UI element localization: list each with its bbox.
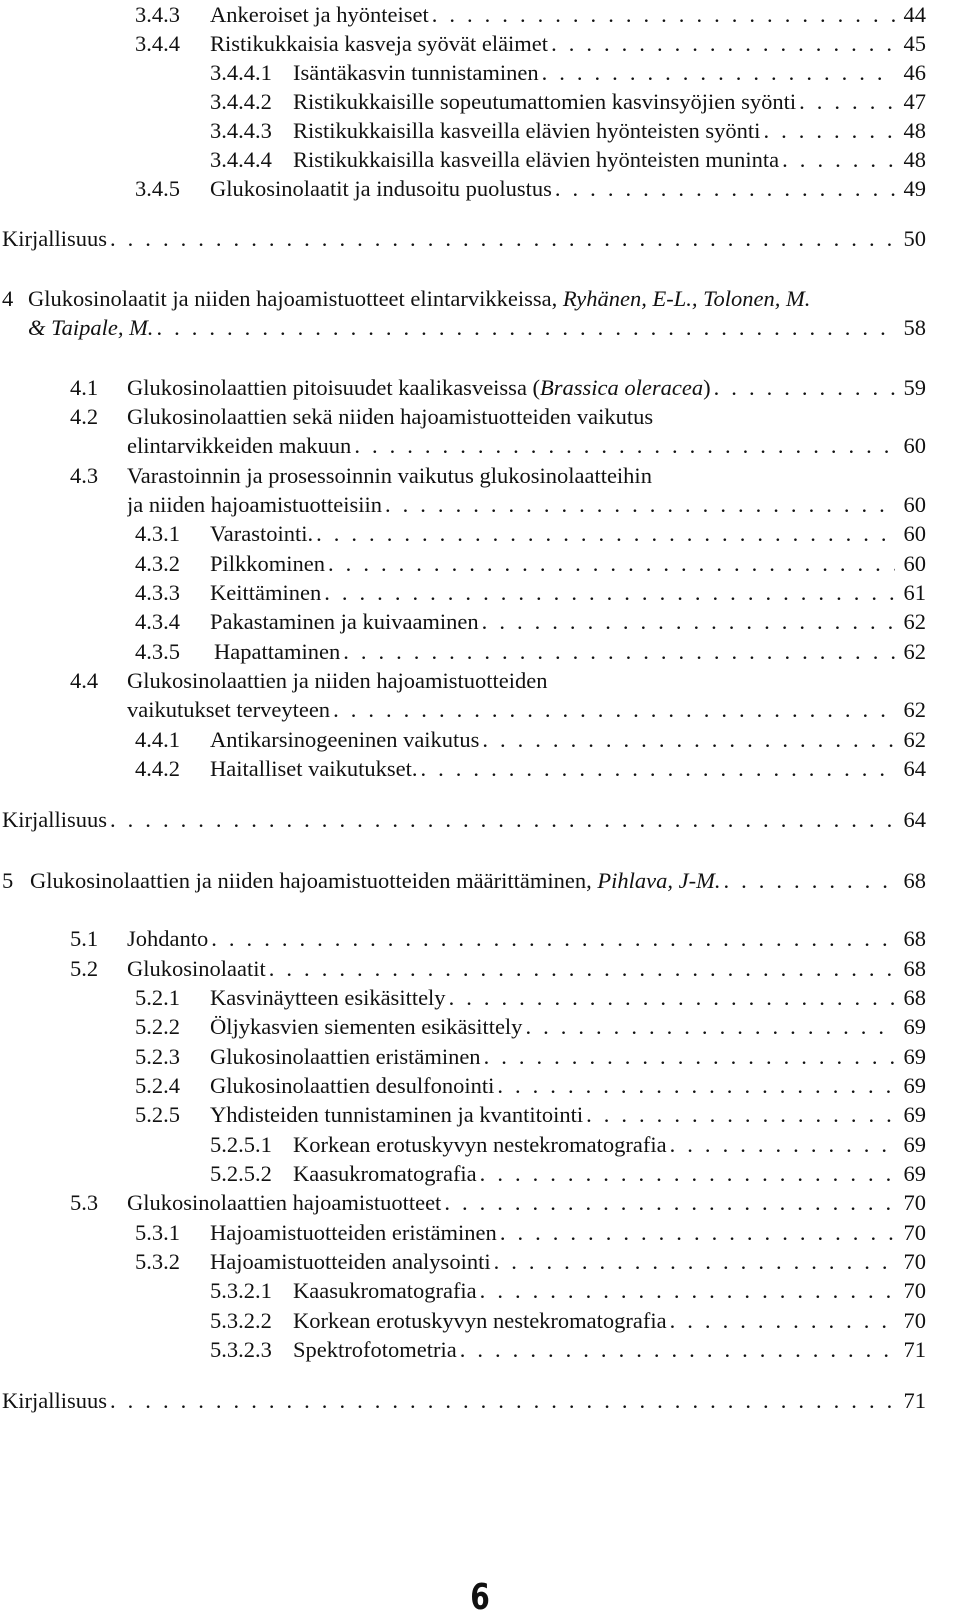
dot-leader [500,1218,895,1248]
dot-leader [156,313,895,343]
page-ref: 71 [903,1337,926,1362]
section-number: 3.4.4 [135,31,180,56]
section-number: 5.2.4 [135,1073,180,1098]
section-number: 5.2.5.2 [210,1161,272,1186]
page-ref: 48 [903,118,926,143]
chapter-title [28,284,810,314]
page-ref: 60 [903,433,926,458]
toc-entry[interactable] [0,1276,960,1306]
toc-entry[interactable] [0,725,960,755]
page-ref: 68 [903,868,926,893]
section-number: 4.3.4 [135,609,180,634]
dot-leader [551,29,895,59]
chapter-number: 4 [2,286,14,311]
chapter-authors: & Taipale, M. [28,315,154,340]
section-title: Antikarsinogeeninen vaikutus [210,727,480,752]
section-number: 5.3.2 [135,1249,180,1274]
section-title: Yhdisteiden tunnistaminen ja kvantitointi [210,1102,584,1127]
page-ref: 50 [903,226,926,251]
section-title: Johdanto [127,926,209,951]
section-number: 5.3.2.1 [210,1278,272,1303]
section-title: Ankeroiset ja hyönteiset [210,2,429,27]
page-ref: 68 [903,956,926,981]
toc-entry[interactable] [0,87,960,117]
section-number: 4.3.1 [135,521,180,546]
page-ref: 69 [903,1014,926,1039]
section-title: Kaasukromatografia [293,1278,477,1303]
section-number: 3.4.4.4 [210,147,272,172]
toc-entry[interactable] [0,1188,960,1218]
section-title: Glukosinolaattien desulfonointi [210,1073,495,1098]
dot-leader [316,519,895,549]
toc-entry[interactable] [0,695,960,725]
section-title: Glukosinolaatit [127,956,266,981]
chapter-title-text: Glukosinolaattien ja niiden hajoamistuotteiden määrittäminen, [30,868,592,893]
section-number: 3.4.5 [135,176,180,201]
toc-entry[interactable] [0,519,960,549]
section-title: Korkean erotuskyvyn nestekromatografia [293,1308,667,1333]
toc-entry[interactable] [0,145,960,175]
page-ref: 62 [903,639,926,664]
page-ref: 70 [903,1249,926,1274]
section-title: Kasvinäytteen esikäsittely [210,985,446,1010]
page-ref: 68 [903,926,926,951]
dot-leader [444,1188,895,1218]
page-ref: 44 [903,2,926,27]
section-title: Pilkkominen [210,551,326,576]
page-ref: 58 [903,315,926,340]
toc-entry[interactable] [0,607,960,637]
page-ref: 60 [903,521,926,546]
chapter-authors: Pihlava, J-M. [597,868,721,893]
section-title [127,373,711,403]
dot-leader [670,1306,895,1336]
section-title: Öljykasvien siementen esikäsittely [210,1014,523,1039]
dot-leader [482,607,895,637]
toc-entry[interactable] [0,116,960,146]
dot-leader [211,924,895,954]
toc-entry[interactable] [0,1042,960,1072]
page-ref: 61 [903,580,926,605]
toc-entry[interactable] [0,58,960,88]
section-title: Korkean erotuskyvyn nestekromatografia [293,1132,667,1157]
page-ref: 70 [903,1308,926,1333]
section-title: Kirjallisuus [2,226,107,251]
page-ref: 45 [903,31,926,56]
page-ref: 46 [903,60,926,85]
toc-entry[interactable] [0,805,960,835]
toc-entry[interactable] [0,29,960,59]
dot-leader [110,1386,895,1416]
section-number: 4.3 [70,463,99,488]
dot-leader [497,1071,895,1101]
page-ref: 64 [903,756,926,781]
toc-entry[interactable] [0,1071,960,1101]
dot-leader [542,58,895,88]
toc-entry[interactable] [0,666,960,696]
toc-entry[interactable] [0,954,960,984]
dot-leader [269,954,895,984]
dot-leader [480,1276,895,1306]
page-ref: 60 [903,551,926,576]
section-number: 4.2 [70,404,99,429]
dot-leader [480,1159,895,1189]
page-ref: 59 [903,375,926,400]
chapter-title-text: Glukosinolaatit ja niiden hajoamistuotteet elintarvikkeissa, [28,286,558,311]
species-name: Brassica oleracea [540,375,704,400]
dot-leader [420,754,895,784]
toc-entry[interactable] [0,983,960,1013]
page-ref: 60 [903,492,926,517]
section-number: 5.2.5 [135,1102,180,1127]
dot-leader [714,373,895,403]
section-title: elintarvikkeiden makuun [127,433,352,458]
section-number: 3.4.4.3 [210,118,272,143]
page-ref: 70 [903,1220,926,1245]
section-number: 3.4.4.1 [210,60,272,85]
dot-leader [555,174,895,204]
toc-entry[interactable] [0,1247,960,1277]
dot-leader [799,87,895,117]
toc-entry[interactable] [0,313,960,343]
toc-entry[interactable] [0,1100,960,1130]
section-number: 5.1 [70,926,99,951]
section-title: Ristikukkaisia kasveja syövät eläimet [210,31,549,56]
section-title: Ristikukkaisille sopeutumattomien kasvinsyöjien syönti [293,89,797,114]
dot-leader [324,578,895,608]
page-ref: 70 [903,1190,926,1215]
section-title: Kirjallisuus [2,1388,107,1413]
toc-entry[interactable] [0,1335,960,1365]
section-title: Pakastaminen ja kuivaaminen [210,609,479,634]
section-title-text: Glukosinolaattien pitoisuudet kaalikasveissa ( [127,375,541,400]
section-number: 4.4.1 [135,727,180,752]
section-number: 4.4.2 [135,756,180,781]
page-ref: 69 [903,1161,926,1186]
toc-chapter-entry[interactable] [0,284,960,314]
page-ref: 47 [903,89,926,114]
section-number: 5.3.2.3 [210,1337,272,1362]
toc-entry[interactable] [0,224,960,254]
section-title: Varastointi. [210,521,314,546]
section-number: 5.3.2.2 [210,1308,272,1333]
toc-entry[interactable] [0,1218,960,1248]
section-title: Glukosinolaattien sekä niiden hajoamistuotteiden vaikutus [127,404,654,429]
toc-entry[interactable] [0,461,960,491]
section-number: 5.2.5.1 [210,1132,272,1157]
page-ref: 69 [903,1102,926,1127]
section-number: 5.2.1 [135,985,180,1010]
toc-entry[interactable] [0,0,960,30]
dot-leader [385,490,895,520]
toc-entry[interactable] [0,578,960,608]
section-title: Kaasukromatografia [293,1161,477,1186]
page-ref: 62 [903,697,926,722]
page-ref: 62 [903,609,926,634]
section-number: 3.4.4.2 [210,89,272,114]
section-title: Hapattaminen [214,639,341,664]
section-number: 4.3.3 [135,580,180,605]
section-title: Spektrofotometria [293,1337,457,1362]
toc-entry[interactable] [0,1159,960,1189]
page-ref: 70 [903,1278,926,1303]
chapter-authors: Ryhänen, E-L., Tolonen, M. [562,286,811,311]
dot-leader [354,431,895,461]
section-title: Isäntäkasvin tunnistaminen [293,60,539,85]
section-title: Hajoamistuotteiden analysointi [210,1249,491,1274]
dot-leader [723,866,895,896]
toc-entry[interactable] [0,754,960,784]
section-title: Hajoamistuotteiden eristäminen [210,1220,497,1245]
section-number: 3.4.3 [135,2,180,27]
dot-leader [110,224,895,254]
page-ref: 69 [903,1073,926,1098]
page-ref: 71 [903,1388,926,1413]
dot-leader [494,1247,895,1277]
page-ref: 49 [903,176,926,201]
section-number: 5.3.1 [135,1220,180,1245]
section-title: Glukosinolaattien ja niiden hajoamistuotteiden [127,668,548,693]
dot-leader [525,1012,895,1042]
section-title: Keittäminen [210,580,322,605]
page-ref: 68 [903,985,926,1010]
section-title: Glukosinolaattien eristäminen [210,1044,481,1069]
chapter-number: 5 [2,868,14,893]
dot-leader [670,1130,895,1160]
section-number: 4.3.2 [135,551,180,576]
section-number: 5.2 [70,956,99,981]
toc-entry[interactable] [0,924,960,954]
page-ref: 62 [903,727,926,752]
section-title: Glukosinolaattien hajoamistuotteet [127,1190,442,1215]
dot-leader [432,0,895,30]
toc-entry[interactable] [0,490,960,520]
toc-entry[interactable] [0,1012,960,1042]
section-number: 4.4 [70,668,99,693]
toc-entry[interactable] [0,402,960,432]
section-title-end: ) [703,375,711,400]
toc-entry[interactable] [0,549,960,579]
dot-leader [110,805,895,835]
section-number: 5.2.3 [135,1044,180,1069]
section-title: Ristikukkaisilla kasveilla elävien hyönteisten syönti [293,118,761,143]
toc-chapter-entry[interactable] [0,866,960,896]
section-title: Ristikukkaisilla kasveilla elävien hyönteisten muninta [293,147,780,172]
page-number: 6 [470,1577,490,1618]
toc-entry[interactable] [0,1386,960,1416]
section-title: Varastoinnin ja prosessoinnin vaikutus glukosinolaatteihin [127,463,652,488]
dot-leader [782,145,895,175]
page-ref: 48 [903,147,926,172]
chapter-authors-cont [28,313,153,343]
page-ref: 69 [903,1132,926,1157]
toc-entry[interactable] [0,373,960,403]
toc-entry[interactable] [0,637,960,667]
section-title: vaikutukset terveyteen [127,697,331,722]
section-title: ja niiden hajoamistuotteisiin [127,492,382,517]
dot-leader [484,1042,895,1072]
dot-leader [333,695,895,725]
dot-leader [343,637,895,667]
toc-entry[interactable] [0,1130,960,1160]
page-ref: 64 [903,807,926,832]
toc-entry[interactable] [0,1306,960,1336]
dot-leader [328,549,895,579]
dot-leader [763,116,895,146]
section-title: Kirjallisuus [2,807,107,832]
section-title: Haitalliset vaikutukset. [210,756,418,781]
dot-leader [482,725,895,755]
section-number: 5.2.2 [135,1014,180,1039]
chapter-title [30,866,720,896]
toc-entry[interactable] [0,431,960,461]
toc-entry[interactable] [0,174,960,204]
dot-leader [449,983,895,1013]
dot-leader [460,1335,895,1365]
page-ref: 69 [903,1044,926,1069]
section-number: 5.3 [70,1190,99,1215]
section-title: Glukosinolaatit ja indusoitu puolustus [210,176,552,201]
dot-leader [586,1100,895,1130]
section-number: 4.1 [70,375,99,400]
section-number: 4.3.5 [135,639,180,664]
